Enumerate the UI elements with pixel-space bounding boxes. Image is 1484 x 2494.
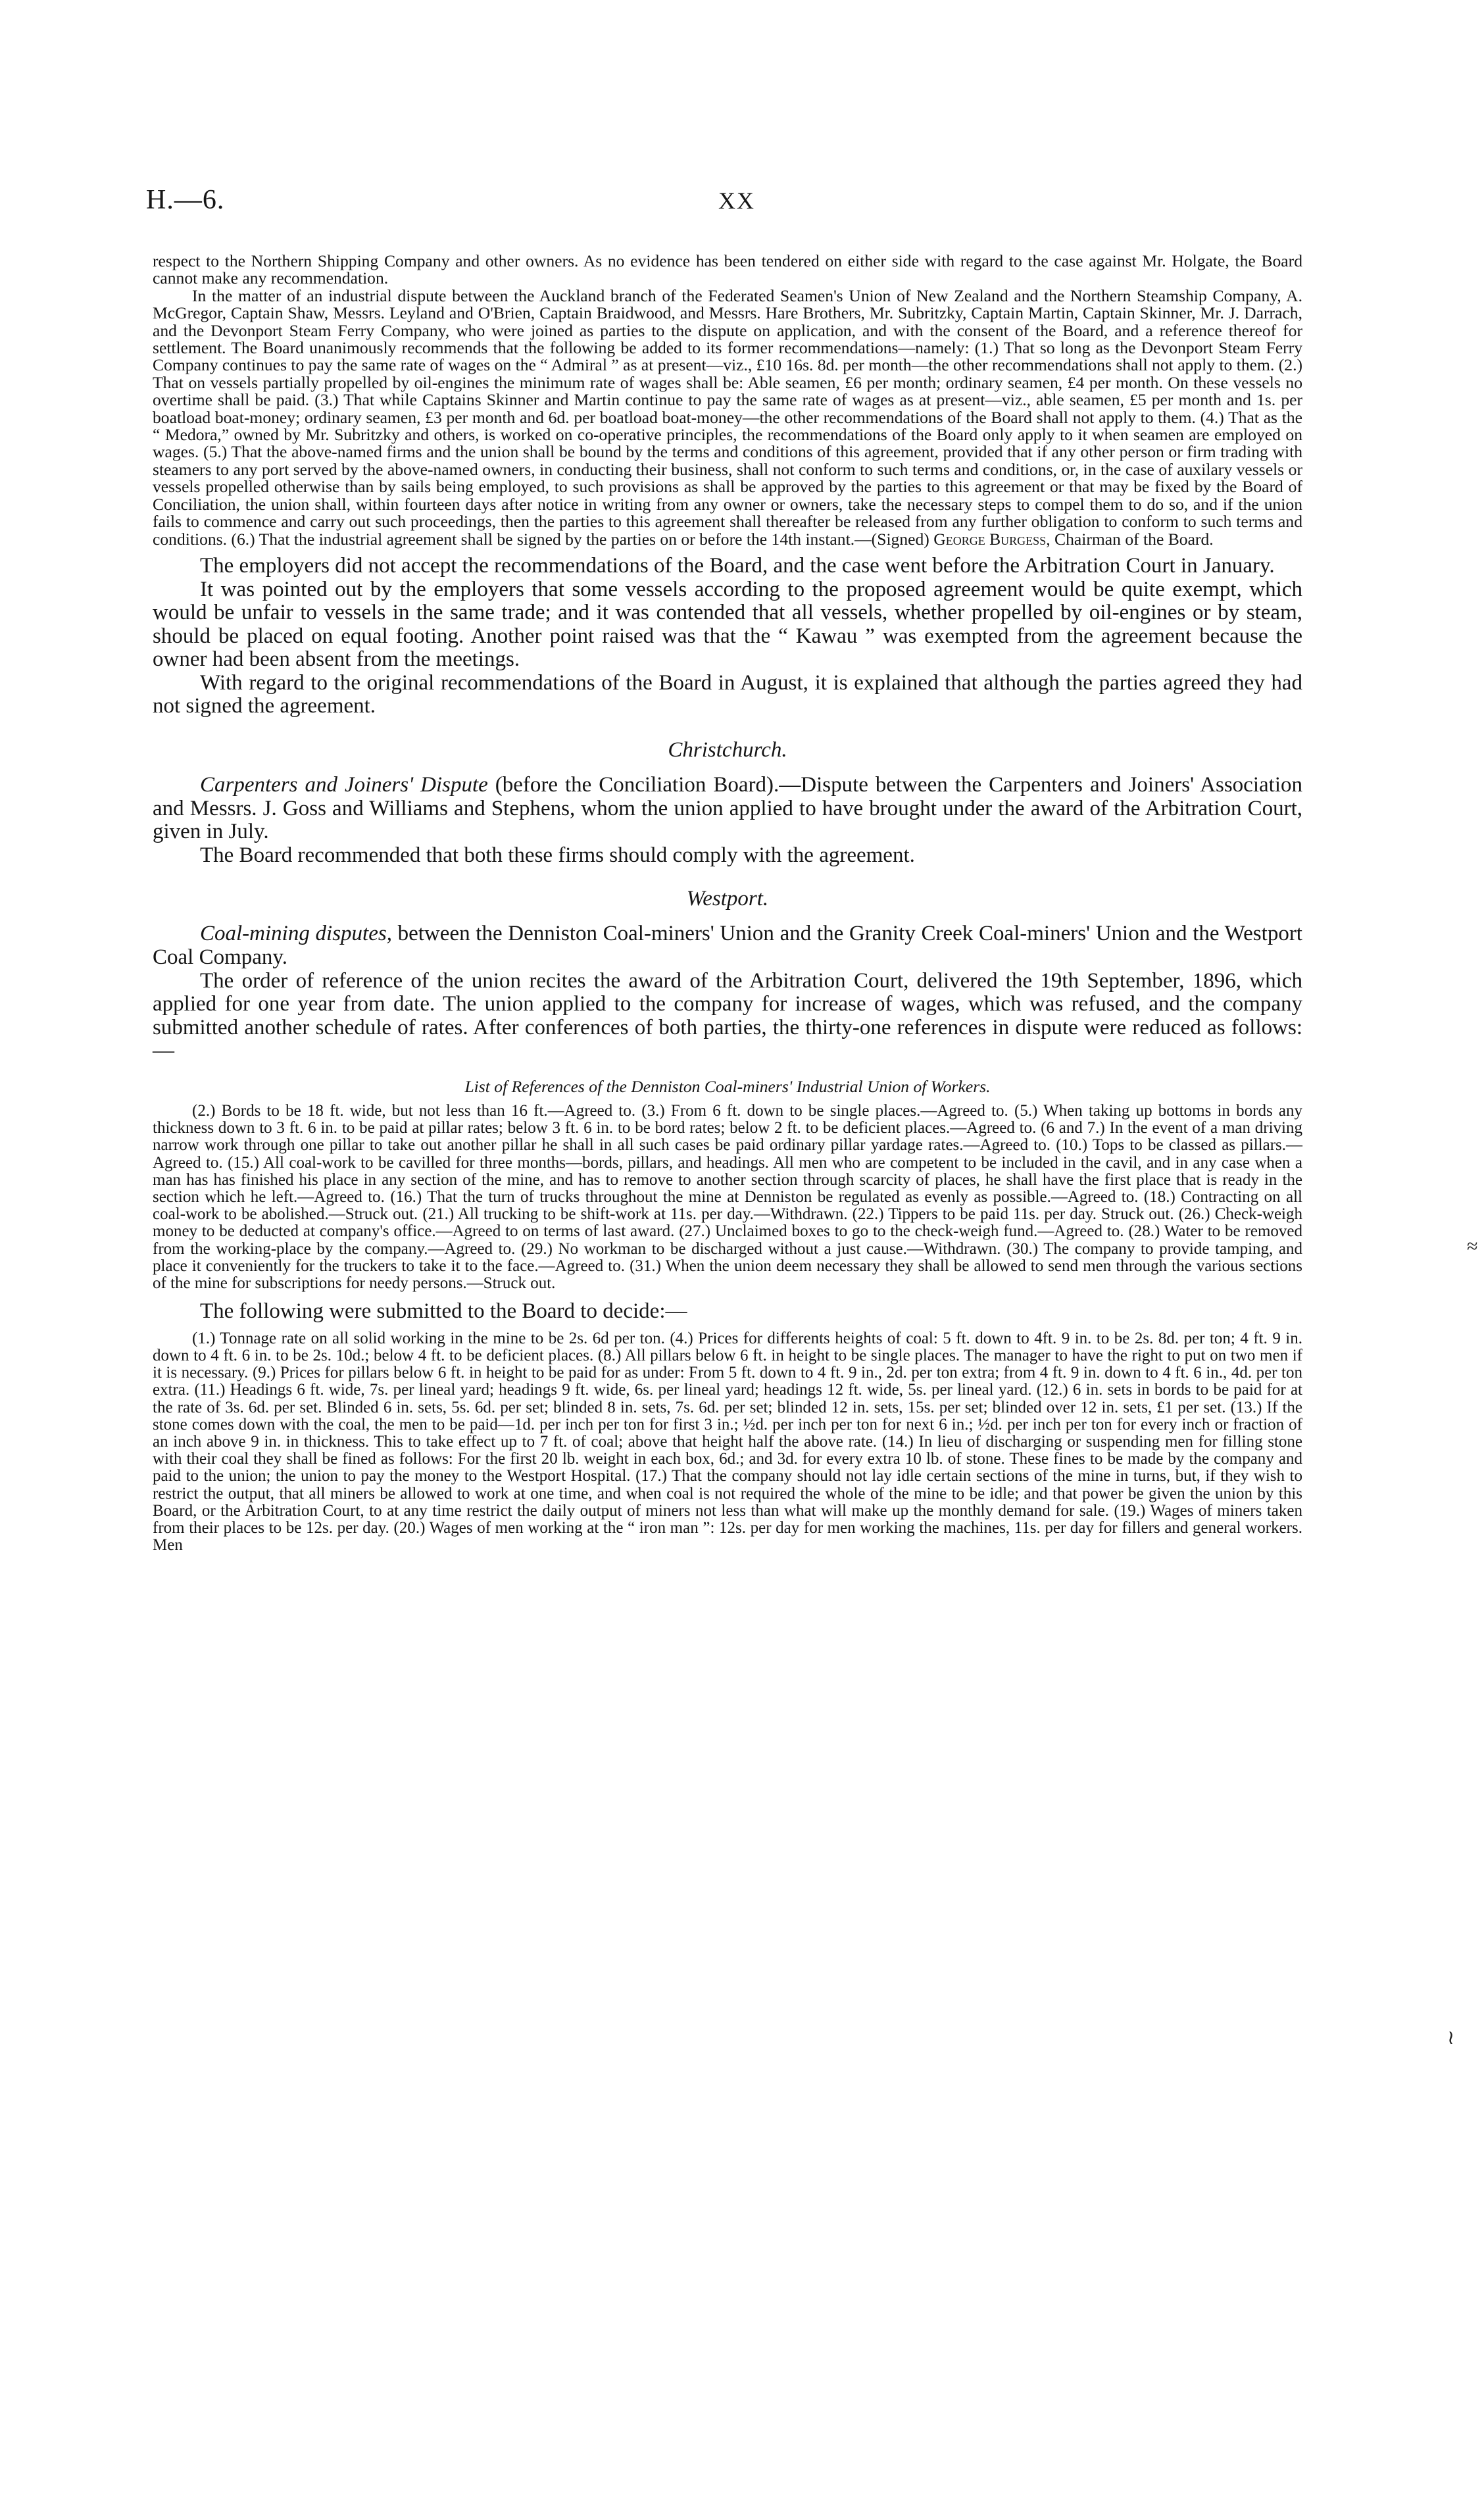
heading-christchurch: Christchurch. xyxy=(668,738,787,762)
paragraph-carpenters-dispute xyxy=(153,774,1302,844)
paragraph-order-of-reference: The order of reference of the union recites the award of the Arbitration Court, delivered the 19th September, 1896, which applied for one year from date. The union applied to the company for increase of wages, which was refused, and the company submitted another schedule of rates. After conferences of both parties, the thirty-one references in dispute were reduced as follows:— xyxy=(153,968,1302,1063)
signer-name: George Burgess xyxy=(933,529,1047,549)
document-reference: H.—6. xyxy=(146,185,225,215)
paragraph-submitted-items: (1.) Tonnage rate on all solid working in the mine to be 2s. 6d per ton. (4.) Prices for differents heights of coal: 5 ft. down to 4ft. 9 in. to be 2s. 8d. per ton; 4 ft. 9 in. down to 4 ft. 6 in. to be 2s. 10d.; below 4 ft. to be deficient places. (8.) All pillars below 6 ft. in height to be single places. The manager to have the right to put on two men if it is necessary. (9.) Prices for pillars below 6 ft. in height to be paid for as under: From 5 ft. down to 4 ft. 9 in., 2d. per ton extra; from 4 ft. 9 in. down to 4 ft. 6 in., 4d. per ton extra. (11.) Headings 6 ft. wide, 7s. per lineal yard; headings 9 ft. wide, 6s. per lineal yard; headings 12 ft. wide, 5s. per lineal yard. (12.) 6 in. sets in bords to be paid for at the rate of 3s. 6d. per set. Blinded 6 in. sets, 5s. 6d. per set; blinded 8 in. sets, 7s. 6d. per set; blinded 12 in. sets, 15s. per set; blinded over 12 in. sets, £1 per set. (13.) If the stone comes down with the coal, the men to be paid—1d. per inch per ton for first 3 in.; ½d. per inch per ton for next 6 in.; ½d. per inch per ton for every inch or fraction of an inch above 9 in. in thickness. This to take effect up to 7 ft. of coal; above that height half the above rate. (14.) In lieu of discharging or suspending men for filling stone with their coal they shall be fined as follows: For the first 20 lb. weight in each box, 6d.; and 3d. for every extra 10 lb. of stone. These fines to be made by the company and paid to the union; the union to pay the money to the Westport Hospital. (17.) That the company should not lay idle certain sections of the mine in turns, but, if they wish to restrict the output, that all miners be allowed to work at one time, and when coal is not required the whole of the mine to be idle; and that power be given the union by this Board, or the Arbitration Court, to at any time restrict the daily output of miners not less than what will make up the monthly demand for sale. (19.) Wages of miners taken from their places to be 12s. per day. (20.) Wages of men working at the “ iron man ”: 12s. per day for men working the machines, 11s. per day for fillers and general workers. Men xyxy=(153,1329,1302,1555)
paragraph-continuation: respect to the Northern Shipping Company and other owners. As no evidence has been tendered on either side with regard to the case against Mr. Holgate, the Board cannot make any recommendation. xyxy=(153,251,1302,288)
paragraph-board-recommended: The Board recommended that both these firms should comply with the agreement. xyxy=(200,843,915,867)
heading-westport: Westport. xyxy=(686,887,769,911)
coal-mining-title: Coal-mining disputes, xyxy=(200,922,392,946)
list-of-references-title: List of References of the Denniston Coal-miners' Industrial Union of Workers. xyxy=(464,1077,991,1096)
page-number: XX xyxy=(718,187,755,214)
document-body xyxy=(153,253,1302,1554)
paragraph-employers-response: The employers did not accept the recommendations of the Board, and the case went before the Arbitration Court in January. xyxy=(200,553,1275,578)
paragraph-submitted-to-board: The following were submitted to the Board to decide:— xyxy=(200,1299,687,1324)
paragraph-references-list: (2.) Bords to be 18 ft. wide, but not less than 16 ft.—Agreed to. (3.) From 6 ft. down to be single places.—Agreed to. (5.) When taking up bottoms in bords any thickness down to 3 ft. 6 in. to be paid at pillar rates; below 3 ft. 6 in. to be bord rates; below 2 ft. to be deficient places.—Agreed to. (6 and 7.) In the event of a man driving narrow work through one pillar to take out another pillar he shall in all such cases be paid ordinary pillar yardage rates.—Agreed to. (10.) Tops to be classed as pillars.—Agreed to. (15.) All coal-work to be cavilled for three months—bords, pillars, and headings. All men who are competent to be included in the cavil, and in any case when a man has has finished his place in any section of the mine, and has to remove to another section through scarcity of places, he shall have the first place that is ready in the section which he left.—Agreed to. (16.) That the turn of trucks throughout the mine at Denniston be regulated as evenly as possible.—Agreed to. (18.) Contracting on all coal-work to be abolished.—Struck out. (21.) All trucking to be shift-work at 11s. per day.—Withdrawn. (22.) Tippers to be paid 11s. per day. Struck out. (26.) Check-weigh money to be deducted at company's office.—Agreed to on terms of last award. (27.) Unclaimed boxes to go to the check-weigh fund.—Agreed to. (28.) Water to be removed from the working-place by the company.—Agreed to. (29.) No workman to be discharged without a just cause.—Withdrawn. (30.) The company to provide tamping, and place it conveniently for the truckers to take it to the face.—Agreed to. (31.) When the union deem necessary they shall be allowed to send men through the various sections of the mine for subscriptions for needy persons.—Struck out. xyxy=(153,1102,1302,1293)
margin-mark-2: ≀ xyxy=(1447,2027,1455,2049)
page-header xyxy=(146,184,1309,224)
margin-mark-1: ≈ xyxy=(1467,1235,1478,1257)
signer-title: , Chairman of the Board. xyxy=(1046,529,1214,549)
carpenters-dispute-title: Carpenters and Joiners' Dispute xyxy=(200,773,488,797)
paragraph-original-recommendations: With regard to the original recommendations of the Board in August, it is explained that although the parties agreed they had not signed the agreement. xyxy=(153,670,1302,718)
carpenters-dispute-text: (before the Conciliation Board).—Dispute between the Carpenters and Joiners' Association and Messrs. J. Goss and Williams and Stephens, whom the union applied to have brought under the award of the Arbitration Court, given in July. xyxy=(153,773,1302,844)
paragraph-coal-mining xyxy=(153,922,1302,969)
paragraph-seamen-dispute xyxy=(153,287,1302,548)
paragraph-employers-points: It was pointed out by the employers that some vessels according to the proposed agreement would be quite exempt, which would be unfair to vessels in the same trade; and it was contended that all vessels, whether propelled by oil-engines or by steam, should be placed on equal footing. Another point raised was that the “ Kawau ” was exempted from the agreement because the owner had been absent from the meetings. xyxy=(153,577,1302,672)
seamen-dispute-text: In the matter of an industrial dispute between the Auckland branch of the Federated Seamen's Union of New Zealand and the Northern Steamship Company, A. McGregor, Captain Shaw, Messrs. Leyland and O'Brien, Captain Braidwood, and Messrs. Hare Brothers, Mr. Subritzky, Captain Martin, Captain Skinner, Mr. J. Darrach, and the Devonport Steam Ferry Company, who were joined as parties to the dispute on application, and with the consent of the Board, and a reference thereof for settlement. The Board unanimously recommends that the following be added to its former recommendations—namely: (1.) That so long as the Devonport Steam Ferry Company continues to pay the same rate of wages on the “ Admiral ” as at present—viz., £10 16s. 8d. per month—the other recommendations shall not apply to them. (2.) That on vessels partially propelled by oil-engines the minimum rate of wages shall be: Able seamen, £6 per month; ordinary seamen, £4 per month. On these vessels no overtime shall be paid. (3.) That while Captains Skinner and Martin continue to pay the same rate of wages as at present—viz., able seamen, £5 per month and 1s. per boatload boat-money; ordinary seamen, £3 per month and 6d. per boatload boat-money—the other recommendations of the Board shall not apply to them. (4.) That as the “ Medora,” owned by Mr. Subritzky and others, is worked on co-operative principles, the recommendations of the Board only apply to it when seamen are employed on wages. (5.) That the above-named firms and the union shall be bound by the terms and conditions of this agreement, provided that if any other person or firm trading with steamers to any port served by the above-named owners, in conducting their business, shall not conform to such terms and conditions, or, in the case of auxilary vessels or vessels propelled otherwise than by sails being employed, to such provisions as shall be approved by the parties to this agreement or that may be fixed by the Board of Conciliation, the union shall, within fourteen days after notice in writing from any owner or owners, take the necessary steps to compel them to do so, and if the union fails to commence and carry out such proceedings, then the parties to this agreement shall thereafter be released from any further obligation to conform to such terms and conditions. (6.) That the industrial agreement shall be signed by the parties on or before the 14th instant.—(Signed) xyxy=(153,286,1302,549)
coal-mining-text: between the Denniston Coal-miners' Union and the Granity Creek Coal-miners' Union and the Westport Coal Company. xyxy=(153,922,1302,970)
